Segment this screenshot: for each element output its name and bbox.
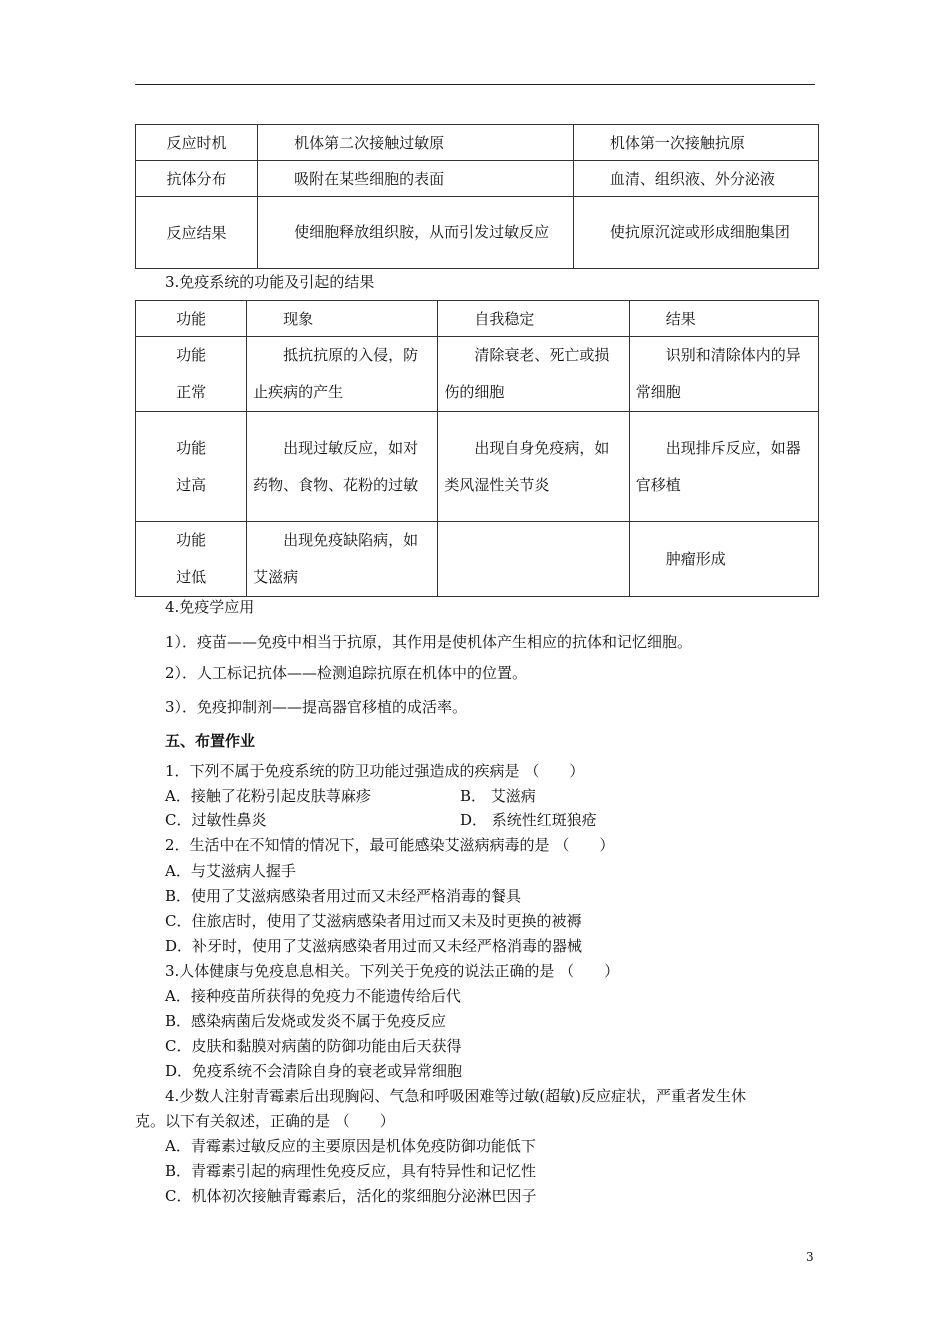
option: B．使用了艾滋病感染者用过而又未经严格消毒的餐具 (165, 887, 522, 905)
cell-line: 功能 (176, 346, 207, 364)
table-header: 自我稳定 (438, 301, 629, 337)
question-stem: 2．生活中在不知情的情况下，最可能感染艾滋病病毒的是 （ ） (165, 836, 615, 854)
option: B．青霉素引起的病理性免疫反应，具有特异性和记忆性 (165, 1162, 537, 1180)
question-stem: 1．下列不属于免疫系统的防卫功能过强造成的疾病是 （ ） (165, 762, 585, 780)
option: A．与艾滋病人握手 (165, 862, 296, 880)
header-rule (135, 84, 815, 85)
table-cell: 抗体分布 (136, 161, 258, 197)
table-cell: 出现排斥反应，如器官移植 (629, 412, 818, 522)
table-header: 结果 (629, 301, 818, 337)
table-cell: 反应时机 (136, 125, 258, 161)
list-item: 2）．人工标记抗体——检测追踪抗原在机体中的位置。 (165, 664, 528, 682)
cell-line: 过高 (176, 475, 207, 494)
table-cell: 使细胞释放组织胺，从而引发过敏反应 (258, 197, 574, 269)
list-item: 3）．免疫抑制剂——提高器官移植的成活率。 (165, 698, 468, 716)
table-cell: 机体第一次接触抗原 (573, 125, 818, 161)
table-cell: 使抗原沉淀或形成细胞集团 (573, 197, 818, 269)
table-cell: 出现过敏反应，如对药物、食物、花粉的过敏 (247, 412, 438, 522)
table-cell: 吸附在某些细胞的表面 (258, 161, 574, 197)
cell-line: 功能 (176, 438, 207, 457)
table-cell: 机体第二次接触过敏原 (258, 125, 574, 161)
table-cell (438, 522, 629, 597)
cell-line: 正常 (176, 383, 207, 401)
page-number: 3 (806, 1250, 814, 1264)
table-header: 现象 (247, 301, 438, 337)
function-table (135, 300, 819, 597)
table-header: 功能 (136, 301, 247, 337)
question-stem: 克。以下有关叙述，正确的是 （ ） (135, 1112, 395, 1130)
table-cell: 反应结果 (136, 197, 258, 269)
question-stem: 3.人体健康与免疫息息相关。下列关于免疫的说法正确的是 （ ） (165, 962, 620, 980)
option: D．补牙时，使用了艾滋病感染者用过而又未经严格消毒的器械 (165, 937, 583, 955)
option: B． 艾滋病 (460, 787, 536, 805)
table-cell: 清除衰老、死亡或损伤的细胞 (438, 337, 629, 412)
question-stem: 4.少数人注射青霉素后出现胸闷、气急和呼吸困难等过敏(超敏)反应症状，严重者发生休 (165, 1087, 747, 1105)
option: C．皮肤和黏膜对病菌的防御功能由后天获得 (165, 1037, 462, 1055)
table-cell (136, 412, 247, 522)
cell-line: 功能 (176, 531, 207, 549)
section-title: 3.免疫系统的功能及引起的结果 (165, 273, 375, 291)
section-heading: 五、布置作业 (165, 732, 256, 750)
comparison-table (135, 124, 819, 269)
option: A．接种疫苗所获得的免疫力不能遗传给后代 (165, 987, 461, 1005)
cell-line: 过低 (176, 568, 207, 586)
option: A．青霉素过敏反应的主要原因是机体免疫防御功能低下 (165, 1137, 536, 1155)
section-title: 4.免疫学应用 (165, 598, 255, 616)
table-cell: 识别和清除体内的异常细胞 (629, 337, 818, 412)
option: D．免疫系统不会清除自身的衰老或异常细胞 (165, 1062, 463, 1080)
option: C．过敏性鼻炎 (165, 811, 267, 829)
list-item: 1）．疫苗——免疫中相当于抗原，其作用是使机体产生相应的抗体和记忆细胞。 (165, 633, 693, 651)
table-cell: 出现免疫缺陷病，如艾滋病 (247, 522, 438, 597)
option: D． 系统性红斑狼疮 (460, 811, 597, 829)
option: A．接触了花粉引起皮肤荨麻疹 (165, 787, 371, 805)
table-cell: 抵抗抗原的入侵，防止疾病的产生 (247, 337, 438, 412)
option: B．感染病菌后发烧或发炎不属于免疫反应 (165, 1012, 447, 1030)
table-cell: 肿瘤形成 (629, 522, 818, 597)
table-cell: 出现自身免疫病，如类风湿性关节炎 (438, 412, 629, 522)
table-cell (136, 522, 247, 597)
option: C．机体初次接触青霉素后，活化的浆细胞分泌淋巴因子 (165, 1187, 537, 1205)
table-cell: 血清、组织液、外分泌液 (573, 161, 818, 197)
table-cell (136, 337, 247, 412)
option: C．住旅店时，使用了艾滋病感染者用过而又未及时更换的被褥 (165, 912, 582, 930)
